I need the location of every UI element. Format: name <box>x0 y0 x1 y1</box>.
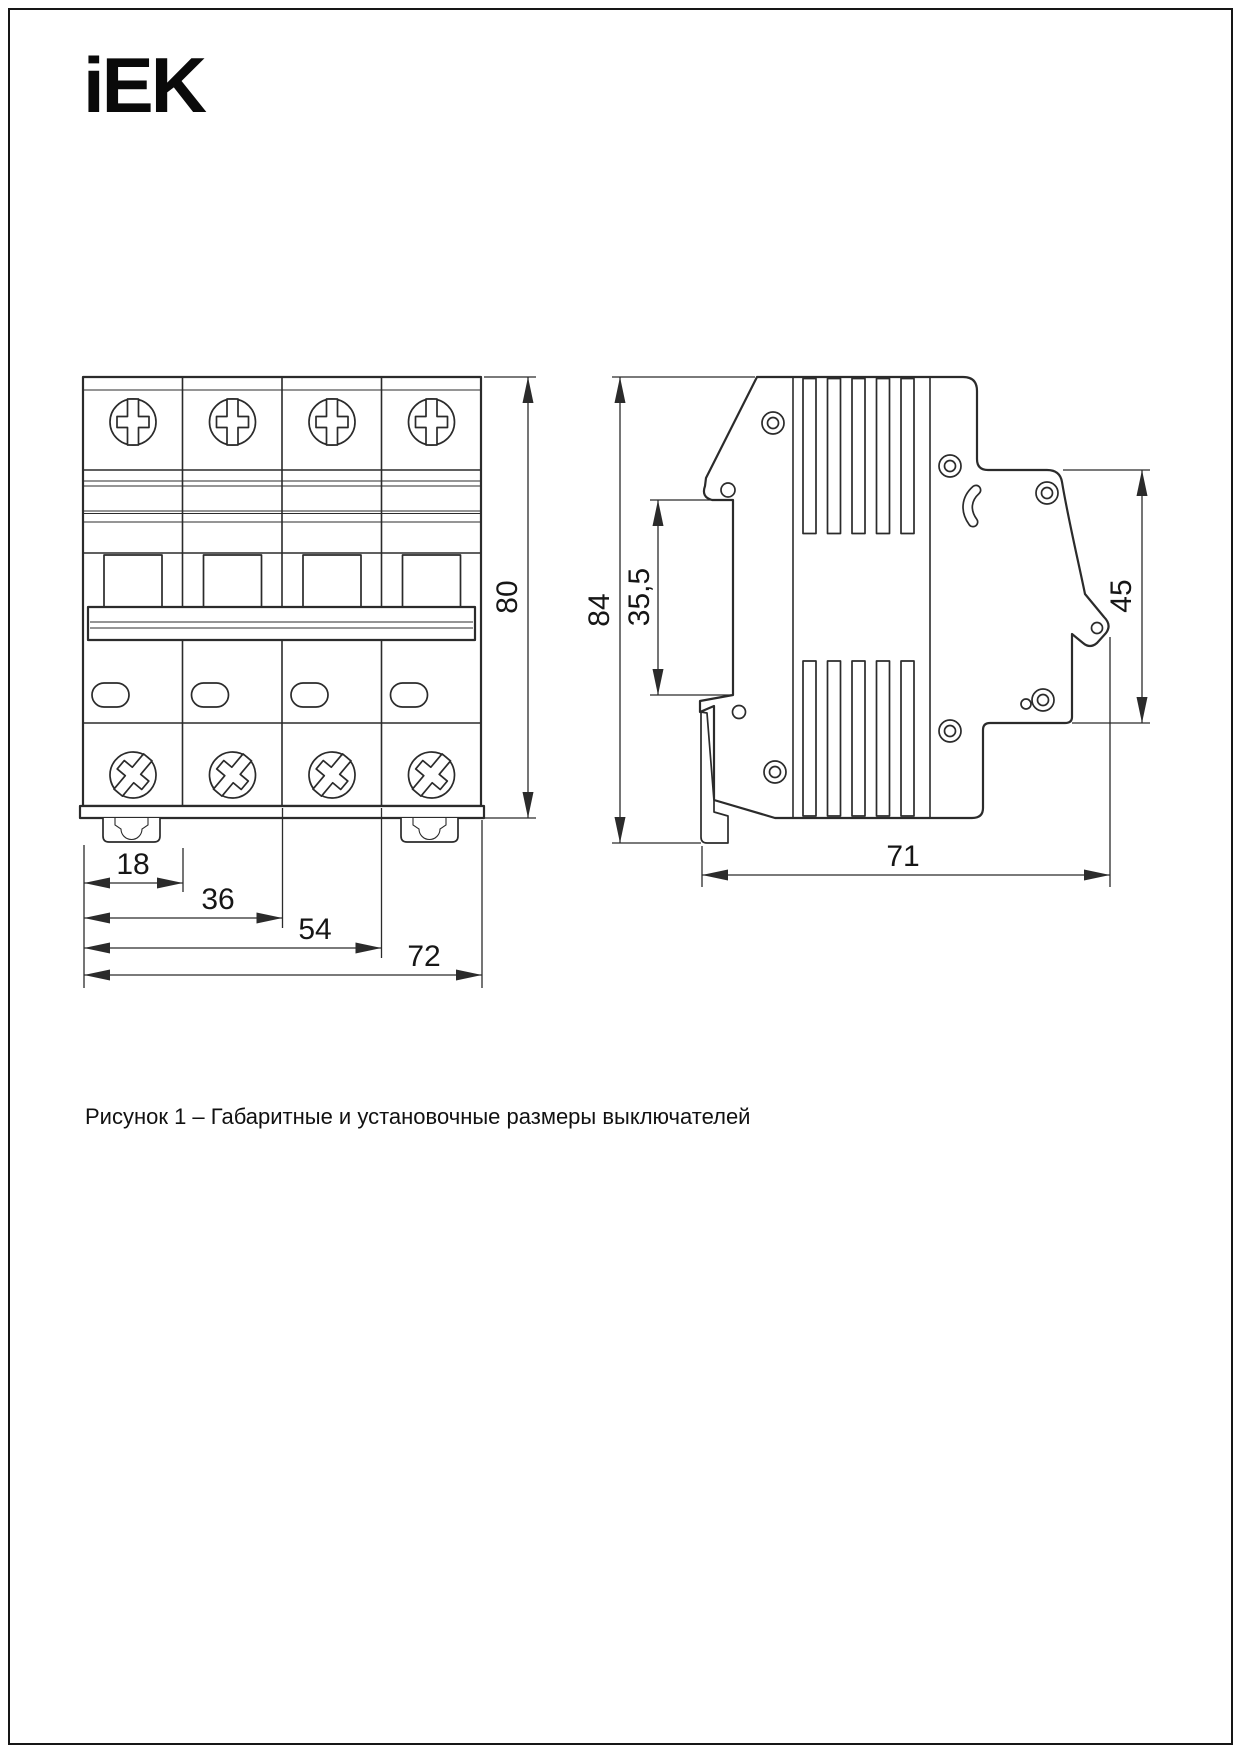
side-view <box>583 377 1150 887</box>
dim-label-35-5: 35,5 <box>623 567 656 627</box>
dim-label-54: 54 <box>298 913 332 946</box>
iek-logo-text: iEK <box>83 50 205 120</box>
front-view <box>80 377 536 988</box>
dim-label-18: 18 <box>116 848 150 881</box>
din-clips-front <box>103 818 458 842</box>
dim-label-84: 84 <box>583 593 616 627</box>
figure-caption: Рисунок 1 – Габаритные и установочные размеры выключателей <box>85 1104 751 1129</box>
dim-label-80: 80 <box>491 580 524 614</box>
dim-label-36: 36 <box>201 883 235 916</box>
toggle-lever-pin <box>1092 623 1103 634</box>
toggle-tie-bar <box>88 607 475 640</box>
dim-label-71: 71 <box>886 840 920 873</box>
dim-label-72: 72 <box>407 940 441 973</box>
dim-label-45: 45 <box>1105 579 1138 613</box>
